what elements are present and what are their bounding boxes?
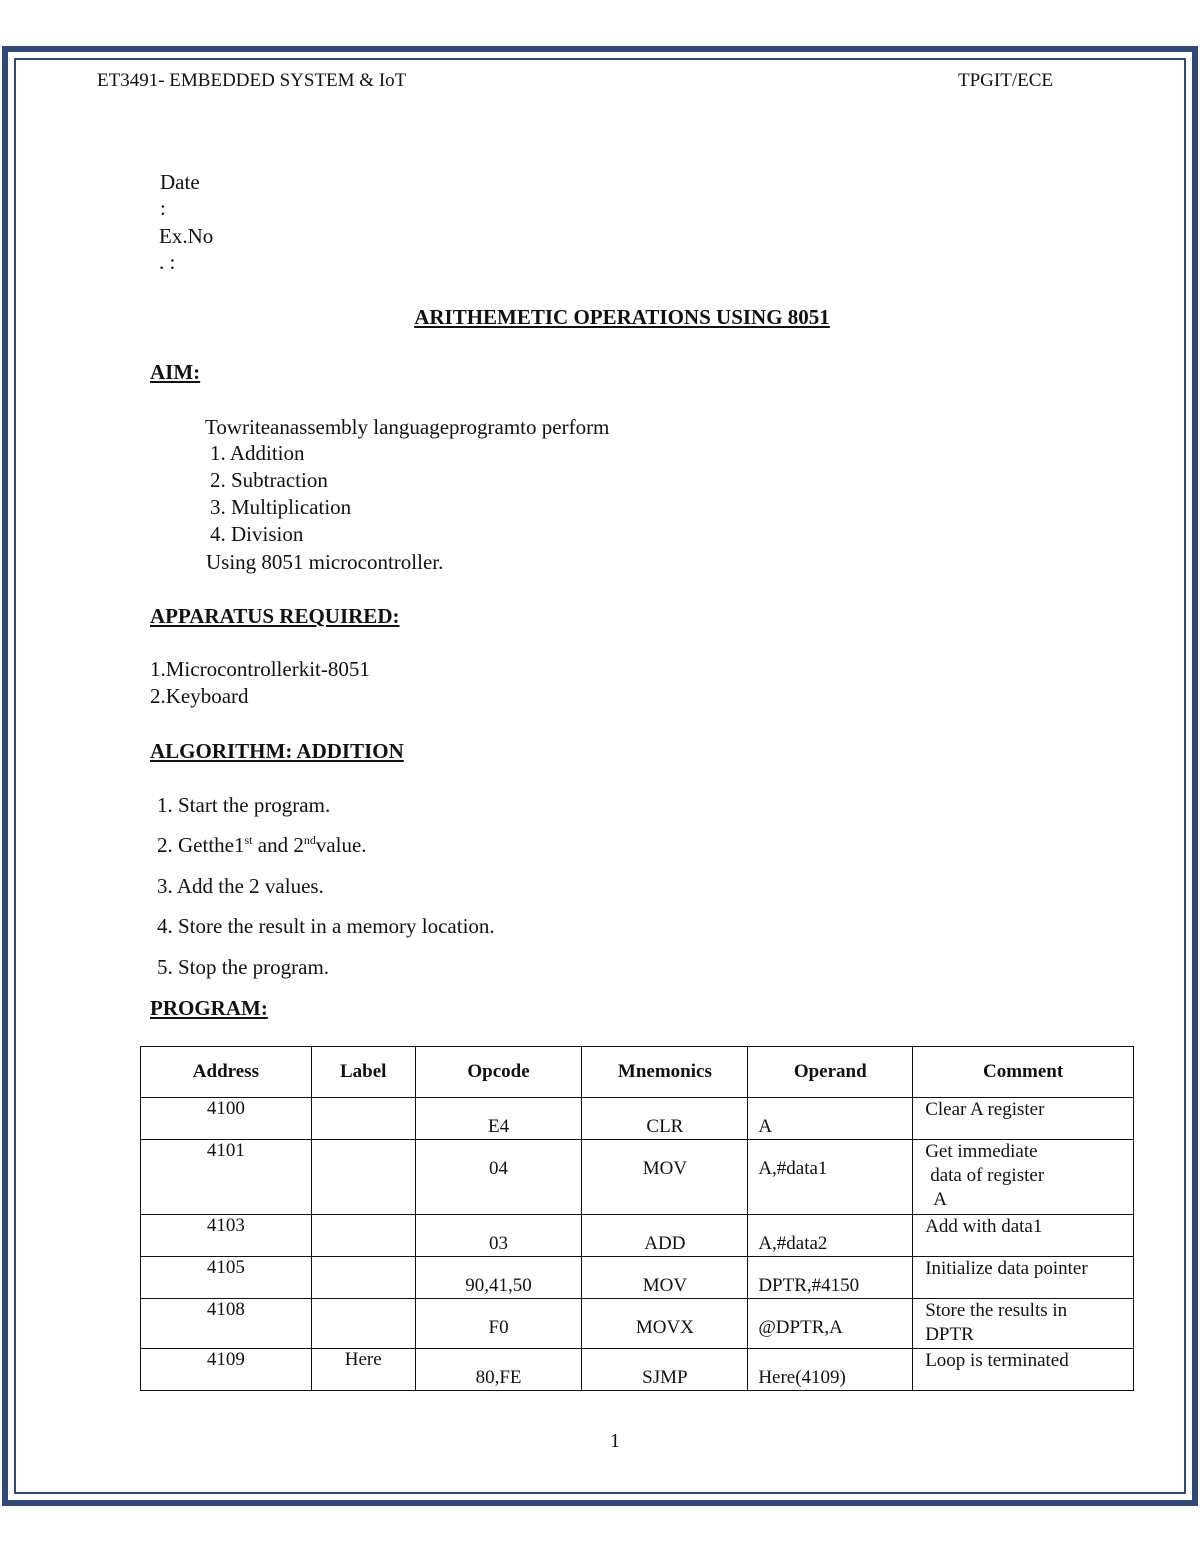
mnemonic-cell: MOV xyxy=(642,1158,688,1179)
opcode-cell: E4 xyxy=(488,1116,510,1137)
opcode-cell: 90,41,50 xyxy=(465,1275,532,1296)
algorithm-step: 5. Stop the program. xyxy=(157,955,330,979)
table-row xyxy=(141,1257,1134,1299)
algorithm-step: 2. Getthe1st and 2ndvalue. xyxy=(157,833,367,857)
program-heading: PROGRAM: xyxy=(150,996,268,1020)
date-label: Date xyxy=(160,170,200,194)
algorithm-step: 4. Store the result in a memory location. xyxy=(157,914,495,938)
exno-label: Ex.No xyxy=(159,224,214,248)
operand-cell: A xyxy=(758,1116,773,1137)
operand-cell: Here(4109) xyxy=(758,1367,846,1388)
address-cell: 4100 xyxy=(206,1098,245,1119)
apparatus-item: 1.Microcontrollerkit-8051 xyxy=(150,657,370,681)
column-header: Comment xyxy=(913,1047,1134,1098)
page-number: 1 xyxy=(610,1430,620,1452)
comment-cell: Initialize data pointer xyxy=(925,1258,1088,1279)
mnemonic-cell: ADD xyxy=(644,1233,686,1254)
algorithm-heading: ALGORITHM: ADDITION xyxy=(150,739,404,763)
comment-cell: Loop is terminated xyxy=(925,1350,1069,1371)
table-row xyxy=(141,1140,1134,1215)
operand-cell: @DPTR,A xyxy=(758,1317,843,1338)
comment-cell: Clear A register xyxy=(925,1099,1045,1120)
table-row xyxy=(141,1215,1134,1257)
table-header-row xyxy=(141,1047,1134,1098)
page-title: ARITHEMETIC OPERATIONS USING 8051 xyxy=(414,305,830,329)
header-course: ET3491- EMBEDDED SYSTEM & IoT xyxy=(97,70,407,91)
address-cell: 4108 xyxy=(206,1299,245,1320)
aim-outro: Using 8051 microcontroller. xyxy=(206,550,444,574)
label-cell: Here xyxy=(344,1349,382,1370)
column-header: Label xyxy=(311,1047,415,1098)
column-header: Opcode xyxy=(415,1047,582,1098)
address-cell: 4103 xyxy=(206,1215,245,1236)
aim-item: 1. Addition xyxy=(210,441,305,465)
apparatus-item: 2.Keyboard xyxy=(150,684,249,708)
mnemonic-cell: SJMP xyxy=(642,1367,688,1388)
operand-cell: DPTR,#4150 xyxy=(758,1275,860,1296)
column-header: Operand xyxy=(748,1047,913,1098)
apparatus-heading: APPARATUS REQUIRED: xyxy=(150,604,400,628)
address-cell: 4101 xyxy=(206,1140,245,1161)
program-table xyxy=(140,1046,1134,1391)
address-cell: 4109 xyxy=(206,1349,245,1370)
opcode-cell: F0 xyxy=(488,1317,509,1338)
aim-item: 3. Multiplication xyxy=(210,495,352,519)
table-row xyxy=(141,1299,1134,1349)
table-row xyxy=(141,1098,1134,1140)
date-colon: : xyxy=(160,196,166,220)
comment-cell: DPTR xyxy=(925,1324,974,1345)
aim-intro: Towriteanassembly languageprogramto perform xyxy=(205,415,610,439)
comment-cell: Get immediate xyxy=(925,1141,1038,1162)
opcode-cell: 03 xyxy=(489,1233,509,1254)
column-header: Address xyxy=(141,1047,312,1098)
comment-cell: Store the results in xyxy=(925,1300,1068,1321)
mnemonic-cell: MOV xyxy=(642,1275,688,1296)
mnemonic-cell: CLR xyxy=(646,1116,684,1137)
comment-cell: data of register xyxy=(930,1165,1045,1186)
aim-item: 2. Subtraction xyxy=(210,468,328,492)
opcode-cell: 80,FE xyxy=(475,1367,522,1388)
aim-item: 4. Division xyxy=(210,522,304,546)
aim-heading: AIM: xyxy=(150,360,201,384)
address-cell: 4105 xyxy=(206,1257,245,1278)
operand-cell: A,#data2 xyxy=(758,1233,828,1254)
algorithm-step: 3. Add the 2 values. xyxy=(157,874,324,898)
mnemonic-cell: MOVX xyxy=(635,1317,694,1338)
header-dept: TPGIT/ECE xyxy=(958,70,1053,91)
operand-cell: A,#data1 xyxy=(758,1158,828,1179)
comment-cell: A xyxy=(933,1189,947,1210)
algorithm-step: 1. Start the program. xyxy=(157,793,331,817)
table-row xyxy=(141,1349,1134,1391)
opcode-cell: 04 xyxy=(489,1158,509,1179)
exno-colon: . : xyxy=(159,250,176,274)
column-header: Mnemonics xyxy=(582,1047,748,1098)
comment-cell: Add with data1 xyxy=(925,1216,1043,1237)
